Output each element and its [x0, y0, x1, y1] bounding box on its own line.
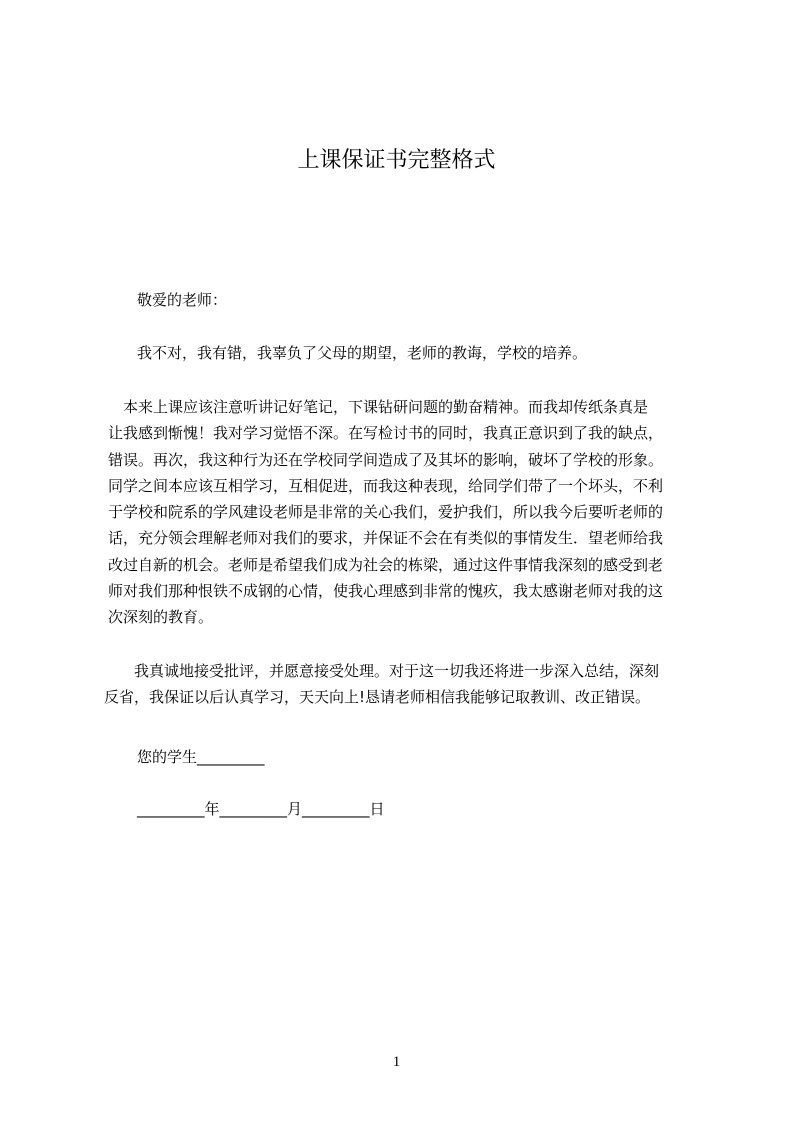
document-title: 上课保证书完整格式	[297, 148, 496, 173]
paragraph-line: 本来上课应该注意听讲记好笔记，下课钻研问题的勤奋精神。而我却传纸条真是	[108, 398, 649, 416]
paragraph-line: 让我感到惭愧！我对学习觉悟不深。在写检讨书的同时，我真正意识到了我的缺点，	[108, 424, 664, 443]
page-number: 1	[392, 1054, 401, 1070]
paragraph-line: 我真诚地接受批评，并愿意接受处理。对于这一切我还将进一步深入总结，深刻	[104, 662, 660, 680]
paragraph-line: 同学之间本应该互相学习，互相促进，而我这种表现，给同学们带了一个坏头，不利	[108, 476, 664, 495]
paragraph-line: 师对我们那种恨铁不成钢的心情，使我心理感到非常的愧疚，我太感谢老师对我的这	[108, 582, 664, 601]
date-line: _________年_________月_________日	[137, 800, 385, 818]
paragraph-apology: 我不对，我有错，我辜负了父母的期望，老师的教诲，学校的培养。	[137, 344, 588, 362]
paragraph-line: 改过自新的机会。老师是希望我们成为社会的栋梁，通过这件事情我深刻的感受到老	[108, 555, 664, 574]
paragraph-body	[108, 394, 700, 631]
paragraph-line: 于学校和院系的学风建设老师是非常的关心我们，爱护我们，所以我今后要听老师的	[108, 503, 664, 522]
paragraph-line: 错误。再次，我这种行为还在学校同学间造成了及其坏的影响，破坏了学校的形象。	[108, 450, 664, 469]
paragraph-line: 次深刻的教育。	[108, 608, 214, 627]
greeting: 敬爱的老师：	[137, 291, 228, 309]
paragraph-promise	[104, 658, 659, 710]
paragraph-line: 反省，我保证以后认真学习，天天向上!恳请老师相信我能够记取教训、改正错误。	[104, 688, 651, 706]
signature-line: 您的学生_________	[137, 748, 265, 766]
paragraph-line: 话，充分领会理解老师对我们的要求，并保证不会在有类似的事情发生．望老师给我	[108, 529, 664, 548]
